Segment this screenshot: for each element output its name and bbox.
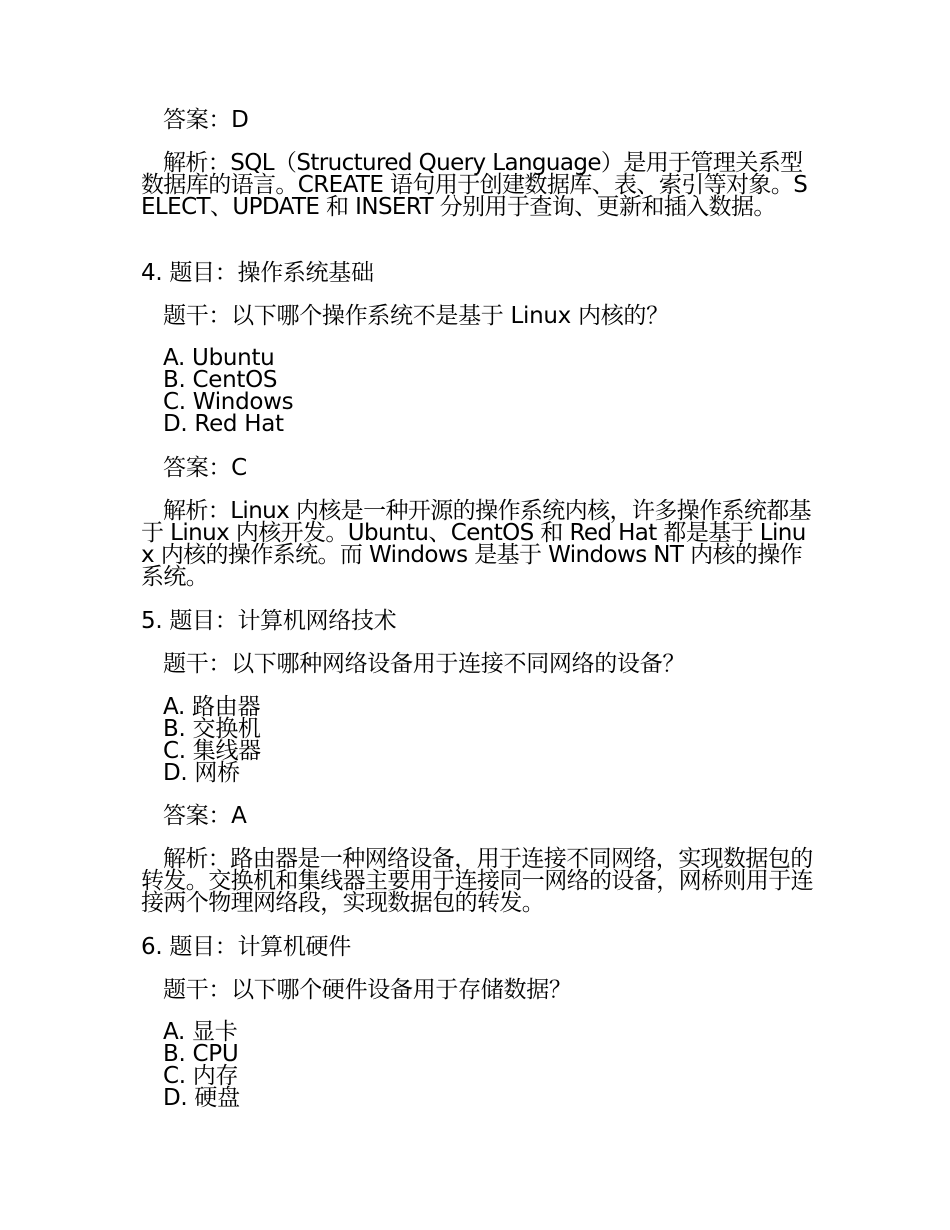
q4-option-b: B. CentOS bbox=[163, 367, 278, 393]
q4-heading: 4. 题目：操作系统基础 bbox=[141, 260, 374, 286]
q6-heading: 6. 题目：计算机硬件 bbox=[141, 934, 351, 960]
q6-stem: 题干：以下哪个硬件设备用于存储数据？ bbox=[163, 977, 572, 1003]
q5-explanation: 解析：路由器是一种网络设备，用于连接不同网络，实现数据包的转发。交换机和集线器主要用于连接同一网络的设备，网桥则用于连接两个物理网络段，实现数据包的转发。 bbox=[141, 846, 814, 916]
q3-answer: 答案：D bbox=[163, 107, 249, 133]
q5-heading: 5. 题目：计算机网络技术 bbox=[141, 608, 397, 634]
q5-answer: 答案：A bbox=[163, 803, 247, 829]
q5-option-b: B. 交换机 bbox=[163, 716, 261, 742]
q4-option-d: D. Red Hat bbox=[163, 411, 284, 437]
q6-options bbox=[163, 1021, 240, 1109]
q4-answer: 答案：C bbox=[163, 455, 247, 481]
q5-options bbox=[163, 696, 261, 784]
q6-option-b: B. CPU bbox=[163, 1041, 239, 1067]
q5-option-c: C. 集线器 bbox=[163, 738, 261, 764]
q5-stem: 题干：以下哪种网络设备用于连接不同网络的设备？ bbox=[163, 651, 686, 677]
q4-option-a: A. Ubuntu bbox=[163, 345, 275, 371]
q4-explanation: 解析：Linux 内核是一种开源的操作系统内核，许多操作系统都基于 Linux 内核开发。Ubuntu、CentOS 和 Red Hat 都是基于 Linux 内核的操作系统。而 Windows 是基于 Windows NT 内核的操作系统。 bbox=[141, 498, 812, 590]
q4-stem: 题干：以下哪个操作系统不是基于 Linux 内核的？ bbox=[163, 303, 669, 329]
q6-option-a: A. 显卡 bbox=[163, 1019, 238, 1045]
q6-option-c: C. 内存 bbox=[163, 1063, 239, 1089]
q5-option-a: A. 路由器 bbox=[163, 694, 261, 720]
q4-options bbox=[163, 347, 293, 435]
q5-option-d: D. 网桥 bbox=[163, 760, 240, 786]
q3-explanation: 解析：SQL（Structured Query Language）是用于管理关系型数据库的语言。CREATE 语句用于创建数据库、表、索引等对象。SELECT、UPDATE 和 INSERT 分别用于查询、更新和插入数据。 bbox=[141, 150, 808, 220]
q4-option-c: C. Windows bbox=[163, 389, 294, 415]
q6-option-d: D. 硬盘 bbox=[163, 1085, 240, 1111]
